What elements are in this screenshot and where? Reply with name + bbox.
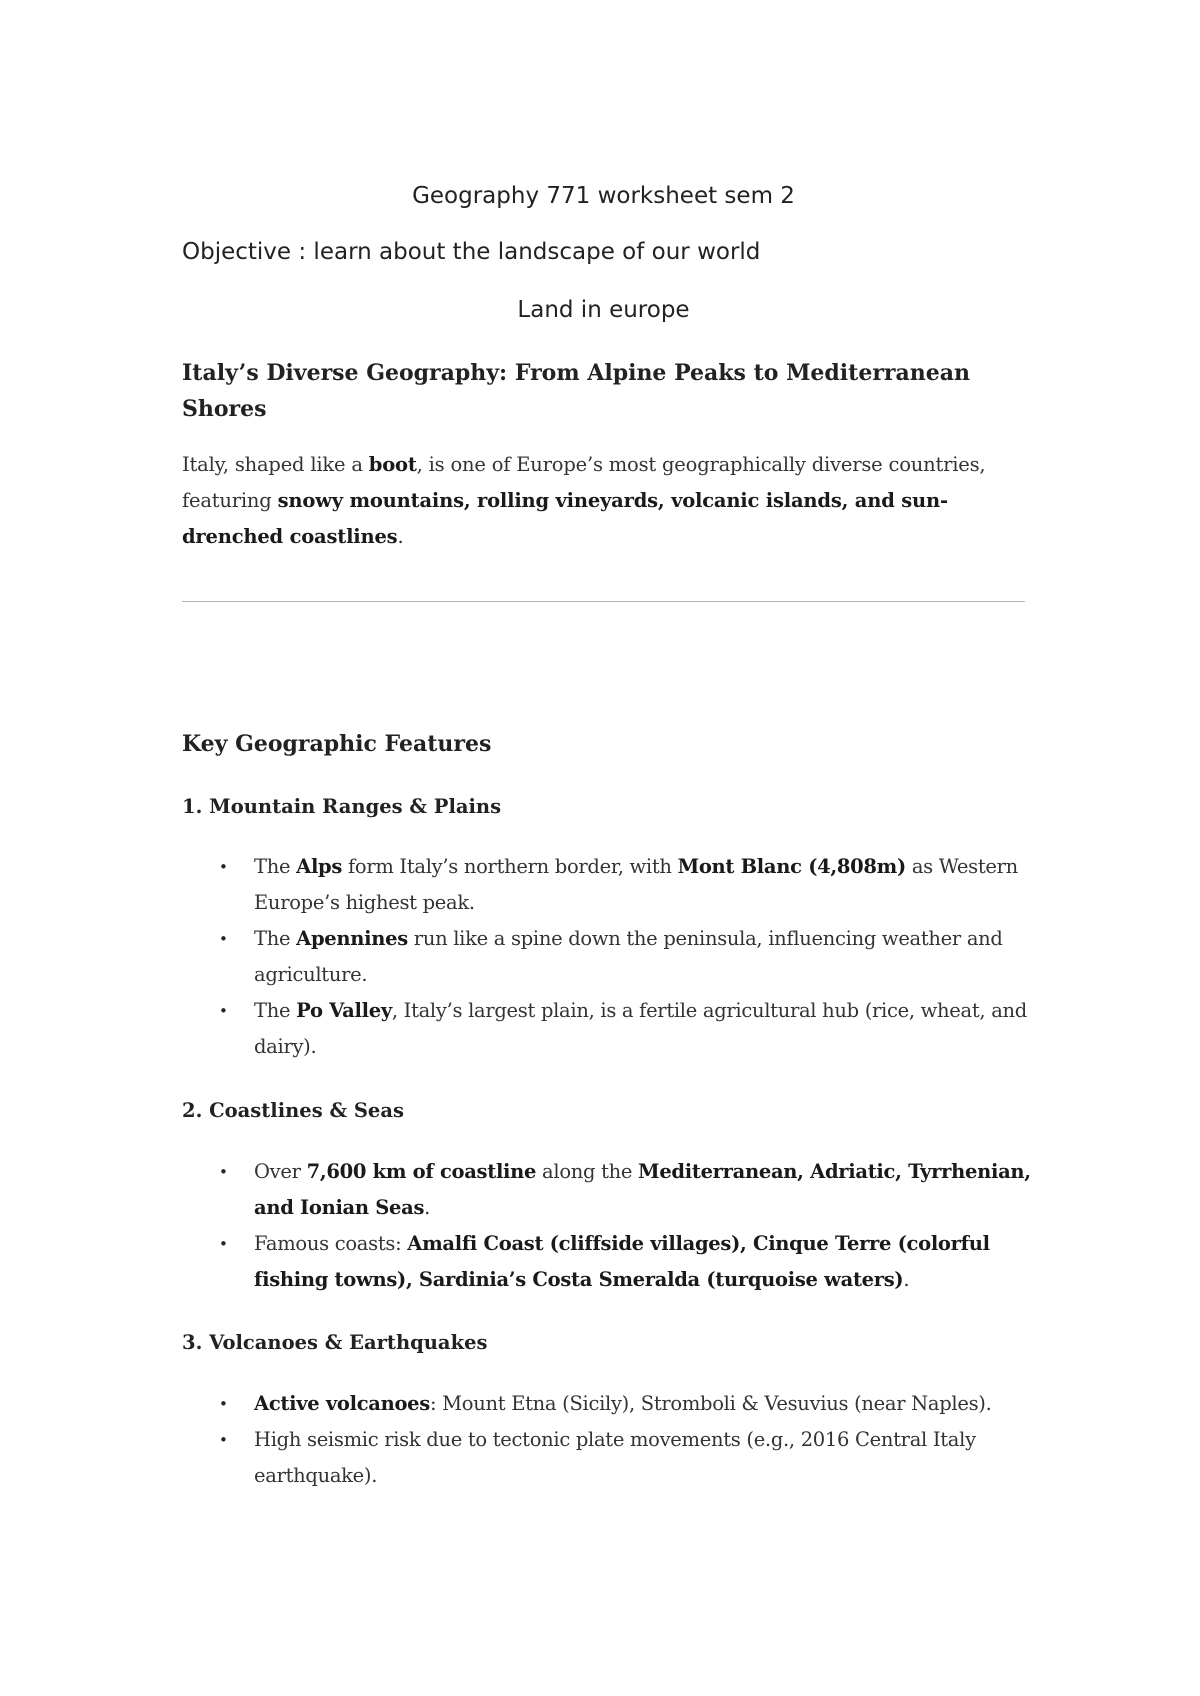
section-3-title: 3. Volcanoes & Earthquakes	[182, 1331, 488, 1354]
objective-line: Objective : learn about the landscape of our world	[182, 239, 761, 265]
list-item: • Famous coasts: Amalfi Coast (cliffside villages), Cinque Terre (colorful fishing towns), Sardinia’s Costa Smeralda (turquoise waters).	[182, 1226, 1032, 1298]
list-item: • The Po Valley, Italy’s largest plain, is a fertile agricultural hub (rice, wheat, and dairy).	[182, 993, 1032, 1065]
bullet-icon: •	[219, 1002, 228, 1020]
intro-text-1: Italy, shaped like a	[182, 453, 369, 476]
section-1-title: 1. Mountain Ranges & Plains	[182, 795, 502, 818]
bullet-icon: •	[219, 1431, 228, 1449]
section-3-list	[182, 1386, 1032, 1494]
list-item: • High seismic risk due to tectonic plate movements (e.g., 2016 Central Italy earthquake).	[182, 1422, 1032, 1494]
intro-paragraph	[182, 447, 1032, 555]
section-2-title: 2. Coastlines & Seas	[182, 1099, 404, 1122]
list-item: • Active volcanoes: Mount Etna (Sicily), Stromboli & Vesuvius (near Naples).	[182, 1386, 1032, 1422]
article-heading: Italy’s Diverse Geography: From Alpine Peaks to Mediterranean Shores	[182, 360, 971, 422]
intro-text-3: .	[397, 525, 404, 548]
list-item: • The Apennines run like a spine down the peninsula, influencing weather and agriculture.	[182, 921, 1032, 993]
section-1-list	[182, 849, 1032, 1065]
bullet-icon: •	[219, 858, 228, 876]
features-heading: Key Geographic Features	[182, 731, 492, 757]
intro-bold-boot: boot	[368, 453, 417, 476]
bullet-icon: •	[219, 1235, 228, 1253]
list-item: • Over 7,600 km of coastline along the Mediterranean, Adriatic, Tyrrhenian, and Ionian Seas.	[182, 1154, 1032, 1226]
intro-bold-features: snowy mountains, rolling vineyards, volcanic islands, and sun-drenched coastlines	[182, 489, 948, 548]
intro-text-2: , is one of Europe’s most geographically diverse countries, featuring	[182, 453, 986, 512]
bullet-icon: •	[219, 930, 228, 948]
section-2-list	[182, 1154, 1032, 1298]
worksheet-title: Geography 771 worksheet sem 2	[412, 183, 795, 209]
list-item: • The Alps form Italy’s northern border, with Mont Blanc (4,808m) as Western Europe’s highest peak.	[182, 849, 1032, 921]
bullet-icon: •	[219, 1395, 228, 1413]
bullet-icon: •	[219, 1163, 228, 1181]
section-subtitle: Land in europe	[517, 297, 690, 323]
horizontal-divider	[182, 601, 1025, 602]
